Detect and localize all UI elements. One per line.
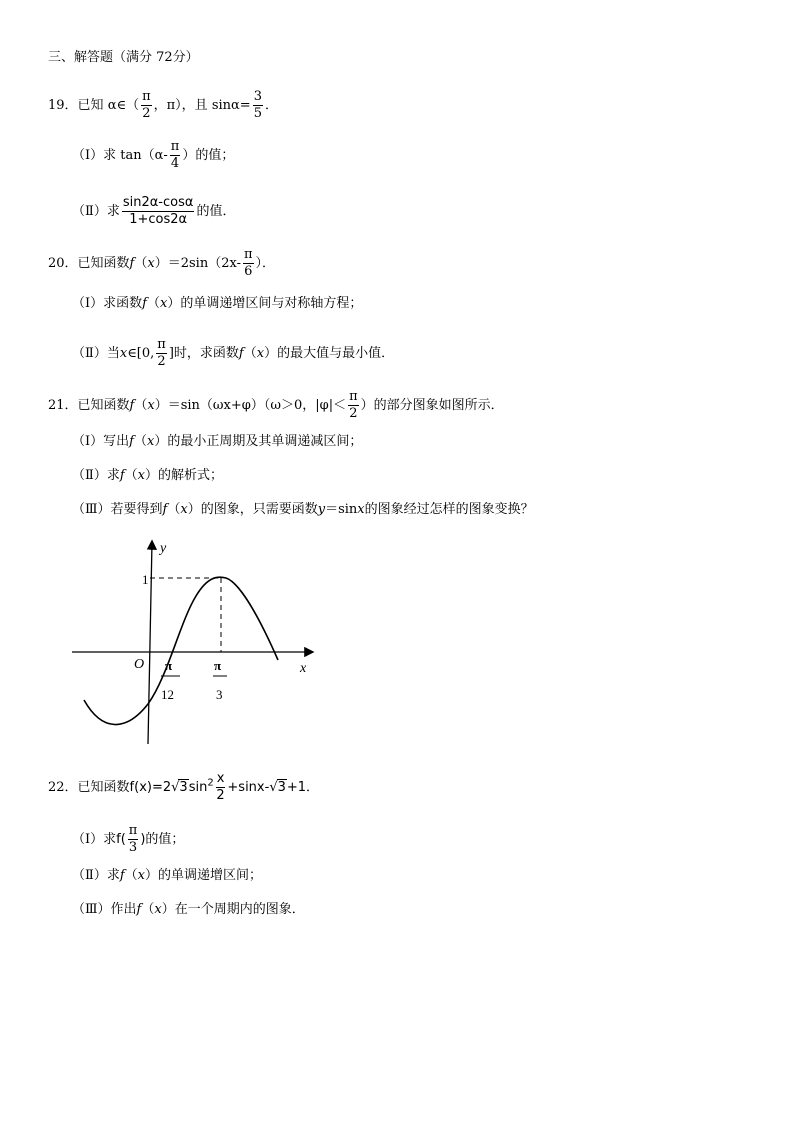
fraction: $\frac{\pi}{4}$: [170, 139, 180, 171]
tick-pi-3-den: 3: [216, 687, 223, 702]
q22-part2: （Ⅱ）求f（x）的单调递增区间；: [72, 868, 263, 883]
fraction: $\frac{\pi}{6}$: [243, 247, 253, 279]
section-title: 三、解答题（满分 72分）: [48, 50, 199, 65]
q22-part1: （Ⅰ）求f( $\frac{\pi}{3}$ )的值；: [72, 823, 185, 855]
fraction: $\frac{\pi}{2}$: [349, 389, 358, 421]
origin-label: O: [134, 657, 145, 672]
q19-part2: （Ⅱ）求 $\frac{\sin 2\alpha-\cos\alpha}{1+\cos 2\alpha}$ 的值．: [72, 195, 236, 227]
q21-stem: 21．已知函数f（x）＝sin（ωx+φ）（ω＞0，|φ|＜ $\frac{\pi}{2}$ ）的部分图象如图所示．: [48, 389, 504, 421]
y-tick-one: 1: [142, 572, 149, 587]
tick-pi-12-den: 12: [161, 687, 174, 702]
q20-part2: （Ⅱ）当x∈[0, $\frac{\pi}{2}$ ]时，求函数f（x）的最大值与最小值．: [72, 337, 395, 369]
q21-part2: （Ⅱ）求f（x）的解析式；: [72, 468, 224, 483]
y-axis: [148, 542, 152, 744]
tick-pi-12-num: π: [165, 658, 173, 673]
sine-graph: [68, 536, 328, 756]
tick-pi-3-num: π: [214, 658, 222, 673]
q19-part1: （Ⅰ）求 tan（α- $\frac{\pi}{4}$ ）的值；: [72, 139, 235, 171]
q19-stem: 19．已知 α∈（ $\frac{\pi}{2}$ ，π），且 sinα= $\frac{3}{5}$ ．: [48, 89, 278, 121]
fraction: $\frac{\pi}{3}$: [128, 823, 138, 855]
fraction: $\frac{\pi}{2}$: [142, 89, 151, 121]
q21-part1: （Ⅰ）写出f（x）的最小正周期及其单调递减区间；: [72, 434, 363, 449]
fraction: $\frac{3}{5}$: [253, 89, 262, 121]
fraction: $\frac{\pi}{2}$: [157, 337, 166, 369]
fraction: $\frac{x}{2}$: [216, 771, 225, 803]
q20-stem: 20．已知函数f（x）＝2sin（2x- $\frac{\pi}{6}$ ）．: [48, 247, 276, 279]
x-axis-label: x: [300, 661, 307, 676]
y-axis-label: y: [160, 541, 167, 556]
q22-stem: 22．已知函数$f(x)=2√3\sin^2$ $\frac{x}{2}$ +sinx-√3+1．: [48, 771, 320, 803]
q21-part3: （Ⅲ）若要得到f（x）的图象，只需要函数y＝sinx的图象经过怎样的图象变换？: [72, 502, 534, 517]
sine-curve: [84, 577, 278, 724]
q22-part3: （Ⅲ）作出f（x）在一个周期内的图象．: [72, 902, 305, 917]
fraction: $\frac{\sin 2\alpha-\cos\alpha}{1+\cos 2\alpha}$: [122, 195, 194, 227]
q20-part1: （Ⅰ）求函数f（x）的单调递增区间与对称轴方程；: [72, 296, 363, 311]
